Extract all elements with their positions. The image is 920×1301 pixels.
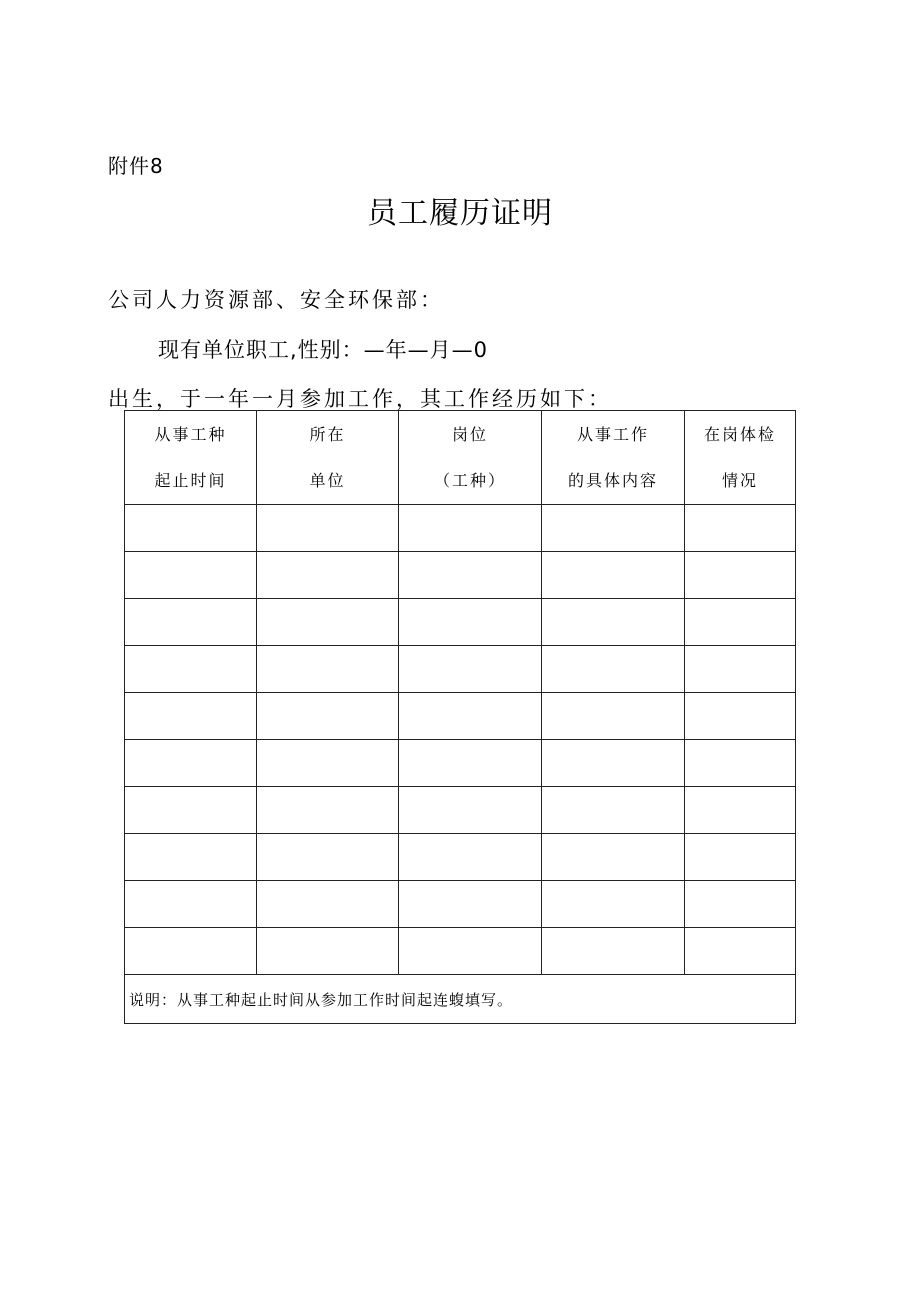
table-cell-empty[interactable] bbox=[542, 505, 685, 552]
table-cell-empty[interactable] bbox=[685, 505, 796, 552]
page-title: 员工履历证明 bbox=[367, 196, 553, 231]
table-row bbox=[125, 599, 796, 646]
header-employer-line2: 单位 bbox=[309, 470, 346, 490]
table-cell-empty[interactable] bbox=[257, 505, 399, 552]
header-health-check-line2: 情况 bbox=[721, 470, 758, 490]
table-cell-empty[interactable] bbox=[399, 693, 542, 740]
work-history-table bbox=[124, 410, 796, 1024]
table-cell-empty[interactable] bbox=[399, 787, 542, 834]
table-cell-empty[interactable] bbox=[399, 505, 542, 552]
header-position bbox=[399, 411, 542, 505]
table-cell-empty[interactable] bbox=[542, 834, 685, 881]
header-work-period-line1: 从事工种 bbox=[154, 424, 227, 444]
table-cell-empty[interactable] bbox=[685, 646, 796, 693]
table-cell-empty[interactable] bbox=[685, 928, 796, 975]
table-cell-empty[interactable] bbox=[542, 599, 685, 646]
employee-info-line: 现有单位职工,性别：—年—月—0 bbox=[158, 338, 489, 362]
header-employer-line1: 所在 bbox=[309, 424, 346, 444]
table-cell-empty[interactable] bbox=[685, 552, 796, 599]
table-cell-empty[interactable] bbox=[125, 740, 257, 787]
header-health-check-line1: 在岗体检 bbox=[703, 424, 776, 444]
table-cell-empty[interactable] bbox=[125, 505, 257, 552]
table-cell-empty[interactable] bbox=[257, 552, 399, 599]
table-cell-empty[interactable] bbox=[542, 552, 685, 599]
table-row bbox=[125, 787, 796, 834]
table-cell-empty[interactable] bbox=[399, 928, 542, 975]
table-row bbox=[125, 740, 796, 787]
table-note: 说明：从事工种起止时间从参加工作时间起连蝮填写。 bbox=[125, 975, 796, 1024]
table-cell-empty[interactable] bbox=[125, 599, 257, 646]
header-position-line2: （工种） bbox=[433, 470, 506, 490]
table-row bbox=[125, 693, 796, 740]
table-row bbox=[125, 552, 796, 599]
attachment-label: 附件8 bbox=[108, 154, 164, 178]
table-cell-empty[interactable] bbox=[542, 787, 685, 834]
addressee-line: 公司人力资源部、安全环保部： bbox=[108, 288, 444, 312]
table-cell-empty[interactable] bbox=[399, 834, 542, 881]
work-start-line: 出生，于一年一月参加工作，其工作经历如下： bbox=[108, 387, 612, 411]
table-cell-empty[interactable] bbox=[257, 787, 399, 834]
table-row bbox=[125, 646, 796, 693]
header-job-content-line2: 的具体内容 bbox=[567, 470, 658, 490]
table-cell-empty[interactable] bbox=[399, 740, 542, 787]
table-cell-empty[interactable] bbox=[257, 740, 399, 787]
table-cell-empty[interactable] bbox=[125, 787, 257, 834]
table-header-row bbox=[125, 411, 796, 505]
table-cell-empty[interactable] bbox=[125, 928, 257, 975]
table-cell-empty[interactable] bbox=[685, 787, 796, 834]
header-position-line1: 岗位 bbox=[451, 424, 488, 444]
table-body bbox=[125, 505, 796, 975]
table-cell-empty[interactable] bbox=[542, 740, 685, 787]
header-work-period bbox=[125, 411, 257, 505]
table-cell-empty[interactable] bbox=[685, 881, 796, 928]
table-cell-empty[interactable] bbox=[685, 599, 796, 646]
header-work-period-line2: 起止时间 bbox=[154, 470, 227, 490]
header-employer bbox=[257, 411, 399, 505]
table-cell-empty[interactable] bbox=[125, 693, 257, 740]
table-cell-empty[interactable] bbox=[257, 599, 399, 646]
table-cell-empty[interactable] bbox=[125, 646, 257, 693]
table-row bbox=[125, 505, 796, 552]
table-cell-empty[interactable] bbox=[542, 928, 685, 975]
table-cell-empty[interactable] bbox=[257, 834, 399, 881]
header-job-content-line1: 从事工作 bbox=[576, 424, 649, 444]
header-health-check bbox=[685, 411, 796, 505]
table-cell-empty[interactable] bbox=[257, 881, 399, 928]
table-cell-empty[interactable] bbox=[542, 646, 685, 693]
table-cell-empty[interactable] bbox=[542, 881, 685, 928]
table-cell-empty[interactable] bbox=[399, 599, 542, 646]
table-row bbox=[125, 881, 796, 928]
table-cell-empty[interactable] bbox=[399, 646, 542, 693]
table-cell-empty[interactable] bbox=[125, 834, 257, 881]
table-row bbox=[125, 928, 796, 975]
table-cell-empty[interactable] bbox=[542, 693, 685, 740]
note-row bbox=[125, 975, 796, 1024]
table-cell-empty[interactable] bbox=[685, 834, 796, 881]
table-cell-empty[interactable] bbox=[257, 928, 399, 975]
table-cell-empty[interactable] bbox=[257, 646, 399, 693]
table-cell-empty[interactable] bbox=[125, 881, 257, 928]
table-cell-empty[interactable] bbox=[685, 740, 796, 787]
table-cell-empty[interactable] bbox=[257, 693, 399, 740]
table-cell-empty[interactable] bbox=[399, 552, 542, 599]
table-cell-empty[interactable] bbox=[685, 693, 796, 740]
header-job-content bbox=[542, 411, 685, 505]
table-row bbox=[125, 834, 796, 881]
table-cell-empty[interactable] bbox=[125, 552, 257, 599]
table-cell-empty[interactable] bbox=[399, 881, 542, 928]
